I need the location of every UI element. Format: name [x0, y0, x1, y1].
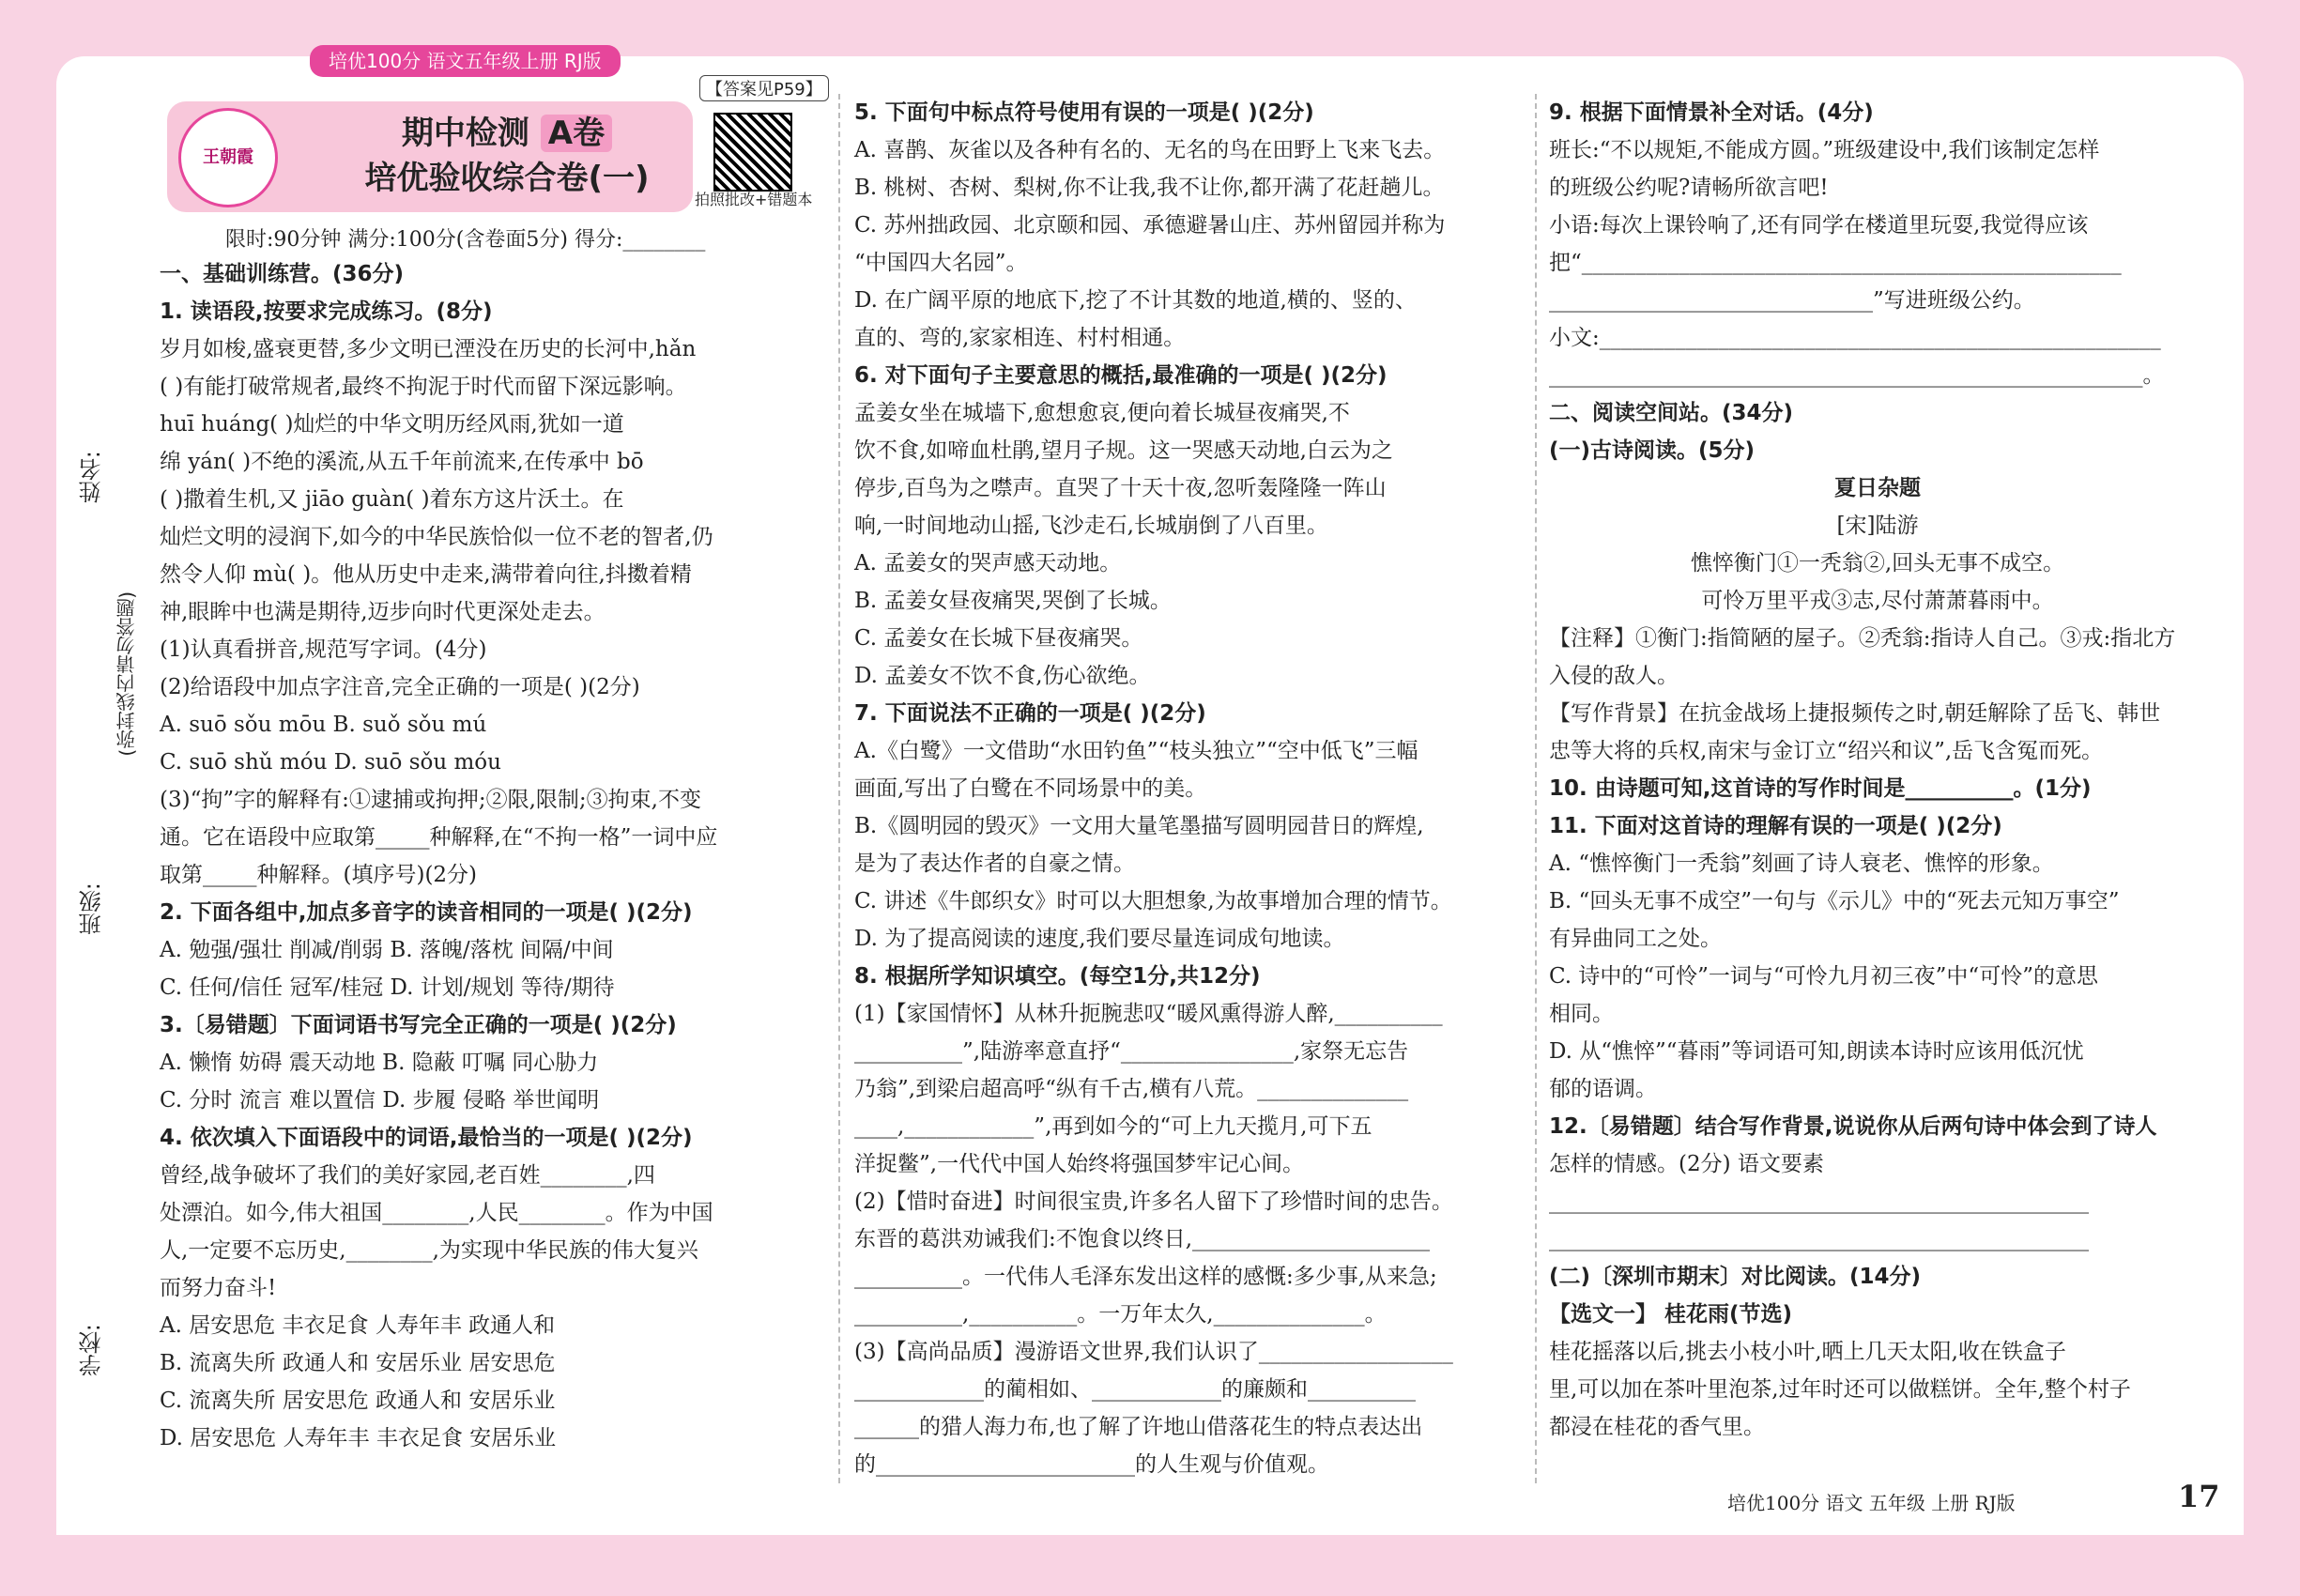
text-line: 桂花摇落以后,挑去小枝小叶,晒上几天太阳,收在铁盒子 — [1549, 1340, 2066, 1364]
text-line: 有异曲同工之处。 — [1549, 927, 1722, 951]
qr-caption: 拍照批改+错题本 — [695, 191, 813, 208]
text-line: 饮不食,如啼血杜鹃,望月子规。这一哭感天动地,白云为之 — [854, 438, 1393, 463]
text-line: 处漂泊。如今,伟大祖国________,人民________。作为中国 — [160, 1201, 713, 1225]
text-line: C. 孟姜女在长城下昼夜痛哭。 — [854, 626, 1143, 651]
text-line: 3.〔易错题〕下面词语书写完全正确的一项是( )(2分) — [160, 1013, 677, 1037]
text-line: C. 苏州拙政园、北京颐和园、承德避暑山庄、苏州留园并称为 — [854, 213, 1446, 238]
brand-logo — [178, 108, 278, 207]
footer-info: 培优100分 语文 五年级 上册 RJ版 — [1727, 1492, 2016, 1514]
text-line: B.《圆明园的毁灭》一文用大量笔墨描写圆明园昔日的辉煌, — [854, 814, 1424, 838]
text-line: (一)古诗阅读。(5分) — [1549, 438, 1756, 463]
text-line: D. 孟姜女不饮不食,伤心欲绝。 — [854, 664, 1151, 688]
text-line: A. 喜鹊、灰雀以及各种有名的、无名的鸟在田野上飞来飞去。 — [854, 138, 1446, 162]
text-line: 乃翁”,到梁启超高呼“纵有千古,横有八荒。______________ — [854, 1077, 1409, 1101]
seal-note: (弥封线内请勿答题) — [115, 591, 138, 757]
text-line: B. 桃树、杏树、梨树,你不让我,我不让你,都开满了花赶趟儿。 — [854, 176, 1445, 200]
text-line: 10. 由诗题可知,这首诗的写作时间是__________。(1分) — [1549, 776, 2092, 801]
text-line: C. 任何/信任 冠军/桂冠 D. 计划/规划 等待/期待 — [160, 975, 615, 1000]
text-line: 二、阅读空间站。(34分) — [1549, 401, 1794, 425]
logo-text: 王朝霞 — [203, 147, 253, 167]
name-label: 姓名: — [79, 451, 105, 504]
text-line: 5. 下面句中标点符号使用有误的一项是( )(2分) — [854, 100, 1314, 125]
title-midterm: 期中检测 — [401, 115, 529, 152]
text-line: (1)【家国情怀】从林升扼腕悲叹“暖风熏得游人醉,__________ — [854, 1002, 1443, 1026]
text-line: A. suō sǒu mōu B. suǒ sǒu mú — [160, 713, 487, 737]
text-line: 停步,百鸟为之噤声。直哭了十天十夜,忽听轰隆隆一阵山 — [854, 476, 1387, 500]
text-line: 1. 读语段,按要求完成练习。(8分) — [160, 299, 493, 324]
text-line: 洋捉鳖”,一代代中国人始终将强国梦牢记心间。 — [854, 1152, 1305, 1176]
answer-reference: 【答案见P59】 — [699, 75, 829, 101]
text-line: [宋]陆游 — [1836, 514, 1919, 538]
text-line: ______________________________”写进班级公约。 — [1549, 288, 2035, 313]
text-line: C. suō shǔ móu D. suō sǒu móu — [160, 750, 501, 775]
text-line: A. 居安思危 丰衣足食 人寿年丰 政通人和 — [160, 1313, 556, 1338]
title-sub: 培优验收综合卷(一) — [364, 160, 650, 197]
class-label: 班级: — [79, 882, 105, 936]
text-line: 通。它在语段中应取第_____种解释,在“不拘一格”一词中应 — [160, 825, 718, 850]
text-line: 绵 yán( )不绝的溪流,从五千年前流来,在传承中 bō — [160, 450, 644, 474]
qr-code[interactable] — [713, 113, 792, 192]
text-line: 里,可以加在茶叶里泡茶,过年时还可以做糕饼。全年,整个村子 — [1549, 1377, 2131, 1402]
text-line: 然令人仰 mù( )。他从历史中走来,满带着向往,抖擞着精 — [160, 562, 692, 587]
student-info-sidebar — [56, 282, 141, 1502]
text-line: D. 从“憔悴”“暮雨”等词语可知,朗读本诗时应该用低沉忧 — [1549, 1039, 2084, 1064]
text-line: 都浸在桂花的香气里。 — [1549, 1415, 1765, 1439]
text-line: C. 讲述《牛郎织女》时可以大胆想象,为故事增加合理的情节。 — [854, 889, 1452, 913]
text-line: 小语:每次上课铃响了,还有同学在楼道里玩耍,我觉得应该 — [1549, 213, 2089, 238]
text-line: D. 为了提高阅读的速度,我们要尽量连词成句地读。 — [854, 927, 1345, 951]
text-line: 【写作背景】在抗金战场上捷报频传之时,朝廷解除了岳飞、韩世 — [1549, 701, 2161, 726]
text-line: 7. 下面说法不正确的一项是( )(2分) — [854, 701, 1206, 726]
text-line: 忠等大将的兵权,南宋与金订立“绍兴和议”,岳飞含冤而死。 — [1549, 739, 2104, 763]
text-line: __________________________________________________ — [1549, 1189, 2089, 1214]
text-line: 人,一定要不忘历史,________,为实现中华民族的伟大复兴 — [160, 1238, 698, 1263]
text-line: 可怜万里平戎③志,尽付萧萧暮雨中。 — [1701, 589, 2054, 613]
text-line: 【选文一】 桂花雨(节选) — [1549, 1302, 1793, 1327]
text-line: A. 勉强/强壮 削减/削弱 B. 落魄/落枕 间隔/中间 — [160, 938, 614, 962]
text-line: 岁月如梭,盛衰更替,多少文明已湮没在历史的长河中,hǎn — [160, 337, 697, 361]
exam-title — [333, 111, 681, 201]
text-line: ( )有能打破常规者,最终不拘泥于时代而留下深远影响。 — [160, 375, 687, 399]
text-line: 班长:“不以规矩,不能成方圆。”班级建设中,我们该制定怎样 — [1549, 138, 2100, 162]
text-line: (二)〔深圳市期末〕对比阅读。(14分) — [1549, 1265, 1922, 1289]
column-1 — [160, 255, 826, 1457]
text-line: A. 孟姜女的哭声感天动地。 — [854, 551, 1122, 575]
text-line: 曾经,战争破坏了我们的美好家园,老百姓________,四 — [160, 1163, 655, 1188]
title-version: A卷 — [541, 115, 612, 152]
text-line: D. 居安思危 人寿年丰 丰衣足食 安居乐业 — [160, 1426, 557, 1450]
text-line: 2. 下面各组中,加点多音字的读音相同的一项是( )(2分) — [160, 900, 693, 925]
text-line: _______________________________________________________。 — [1549, 363, 2165, 388]
text-line: 郁的语调。 — [1549, 1077, 1657, 1101]
text-line: 9. 根据下面情景补全对话。(4分) — [1549, 100, 1874, 125]
text-line: 而努力奋斗! — [160, 1276, 277, 1300]
text-line: 11. 下面对这首诗的理解有误的一项是( )(2分) — [1549, 814, 2002, 838]
text-line: 画面,写出了白鹭在不同场景中的美。 — [854, 776, 1207, 801]
text-line: 入侵的敌人。 — [1549, 664, 1679, 688]
text-line: 响,一时间地动山摇,飞沙走石,长城崩倒了八百里。 — [854, 514, 1328, 538]
text-line: 的________________________的人生观与价值观。 — [854, 1452, 1329, 1477]
text-line: 8. 根据所学知识填空。(每空1分,共12分) — [854, 964, 1261, 989]
text-line: __________。一代伟人毛泽东发出这样的感慨:多少事,从来急; — [854, 1265, 1437, 1289]
page-number: 17 — [2178, 1479, 2220, 1514]
text-line: 憔悴衡门①一秃翁②,回头无事不成空。 — [1690, 551, 2065, 575]
text-line: ____________的蔺相如、____________的廉颇和__________ — [854, 1377, 1416, 1402]
text-line: (2)给语段中加点字注音,完全正确的一项是( )(2分) — [160, 675, 640, 699]
text-line: (3)“拘”字的解释有:①逮捕或拘押;②限,限制;③拘束,不变 — [160, 788, 701, 812]
column-3 — [1549, 94, 2206, 1446]
text-line: B. 孟姜女昼夜痛哭,哭倒了长城。 — [854, 589, 1172, 613]
text-line: A. 懒惰 妨碍 震天动地 B. 隐蔽 叮嘱 同心胁力 — [160, 1051, 599, 1075]
text-line: B. “回头无事不成空”一句与《示儿》中的“死去元知万事空” — [1549, 889, 2120, 913]
text-line: 的班级公约呢?请畅所欲言吧! — [1549, 176, 1829, 200]
text-line: 一、基础训练营。(36分) — [160, 262, 405, 286]
text-line: huī huáng( )灿烂的中华文明历经风雨,犹如一道 — [160, 412, 624, 437]
text-line: 直的、弯的,家家相连、村村相通。 — [854, 326, 1186, 350]
text-line: 怎样的情感。(2分) 语文要素 — [1549, 1152, 1824, 1176]
top-tab: 培优100分 语文五年级上册 RJ版 — [310, 45, 621, 77]
column-2 — [854, 94, 1530, 1483]
text-line: (2)【惜时奋进】时间很宝贵,许多名人留下了珍惜时间的忠告。 — [854, 1189, 1453, 1214]
text-line: ____,____________”,再到如今的“可上九天揽月,可下五 — [854, 1114, 1372, 1139]
text-line: “中国四大名园”。 — [854, 251, 1028, 275]
text-line: 4. 依次填入下面语段中的词语,最恰当的一项是( )(2分) — [160, 1126, 693, 1150]
text-line: 神,眼眸中也满是期待,迈步向时代更深处走去。 — [160, 600, 606, 624]
text-line: __________”,陆游率意直抒“________________,家祭无忘告 — [854, 1039, 1409, 1064]
divider-2 — [1535, 94, 1537, 1483]
text-line: 【注释】①衡门:指简陋的屋子。②秃翁:指诗人自己。③戎:指北方 — [1549, 626, 2176, 651]
text-line: 夏日杂题 — [1834, 476, 1921, 500]
text-line: 灿烂文明的浸润下,如今的中华民族恰似一位不老的智者,仍 — [160, 525, 713, 549]
text-line: (3)【高尚品质】漫游语文世界,我们认识了__________________ — [854, 1340, 1453, 1364]
text-line: 是为了表达作者的自豪之情。 — [854, 852, 1135, 876]
text-line: (1)认真看拼音,规范写字词。(4分) — [160, 637, 487, 662]
text-line: ( )撒着生机,又 jiāo guàn( )着东方这片沃土。在 — [160, 487, 624, 512]
text-line: D. 在广阔平原的地底下,挖了不计其数的地道,横的、竖的、 — [854, 288, 1417, 313]
text-line: C. 分时 流言 难以置信 D. 步履 侵略 举世闻明 — [160, 1088, 600, 1113]
text-line: C. 诗中的“可怜”一词与“可怜九月初三夜”中“可怜”的意思 — [1549, 964, 2098, 989]
text-line: 小文:____________________________________________________ — [1549, 326, 2161, 350]
text-line: 相同。 — [1549, 1002, 1614, 1026]
time-score-line: 限时:90分钟 满分:100分(含卷面5分) 得分:________ — [225, 228, 706, 252]
text-line: 东晋的葛洪劝诫我们:不饱食以终日,______________________ — [854, 1227, 1431, 1251]
text-line: 把“__________________________________________________ — [1549, 251, 2122, 275]
text-line: A. “憔悴衡门一秃翁”刻画了诗人衰老、憔悴的形象。 — [1549, 852, 2054, 876]
text-line: A.《白鹭》一文借助“水田钓鱼”“枝头独立”“空中低飞”三幅 — [854, 739, 1418, 763]
text-line: 6. 对下面句子主要意思的概括,最准确的一项是( )(2分) — [854, 363, 1388, 388]
divider-1 — [838, 94, 840, 1483]
text-line: 取第_____种解释。(填序号)(2分) — [160, 863, 478, 887]
school-label: 学校: — [79, 1324, 105, 1377]
text-line: B. 流离失所 政通人和 安居乐业 居安思危 — [160, 1351, 556, 1375]
text-line: 孟姜女坐在城墙下,愈想愈哀,便向着长城昼夜痛哭,不 — [854, 401, 1350, 425]
text-line: C. 流离失所 居安思危 政通人和 安居乐业 — [160, 1389, 556, 1413]
text-line: __________________________________________________ — [1549, 1227, 2089, 1251]
text-line: __________,__________。一万年太久,______________。 — [854, 1302, 1387, 1327]
text-line: ______的猎人海力布,也了解了许地山借落花生的特点表达出 — [854, 1415, 1423, 1439]
text-line: 12.〔易错题〕结合写作背景,说说你从后两句诗中体会到了诗人 — [1549, 1114, 2157, 1139]
